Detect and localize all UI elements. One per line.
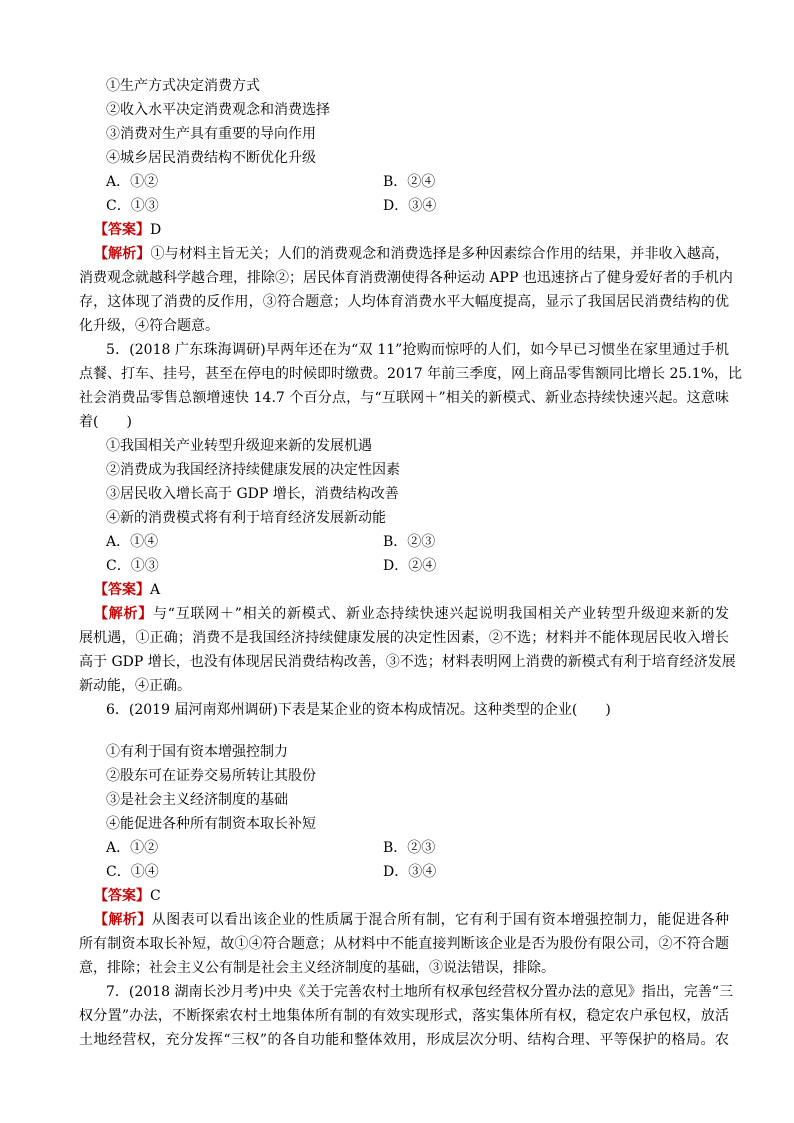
- q7-stem-line-1: 7．(2018 湖南长沙月考)中央《关于完善农村土地所有权承包经营权分置办法的意见》指出，完善“三: [106, 984, 734, 1000]
- q4-statement-3: ③消费对生产具有重要的导向作用: [106, 126, 316, 142]
- answer-tag: 【答案】: [94, 888, 150, 904]
- answer-value: D: [150, 222, 162, 238]
- answer-value: A: [150, 582, 161, 598]
- q7-stem-line-2: 权分置”办法，不断探索农村土地集体所有制的有效实现形式，落实集体所有权，稳定农户承包权，放活: [79, 1008, 729, 1024]
- q5-stem-line-2: 点餐、打车、挂号，甚至在停电的时候即时缴费。2017 年前三季度，网上商品零售额同比增长 25.1%，比: [79, 366, 743, 382]
- q6-analysis-line-1: 【解析】从图表可以看出该企业的性质属于混合所有制，它有利于国有资本增强控制力，能促进各种: [94, 912, 730, 928]
- analysis-tag: 【解析】: [94, 606, 154, 622]
- q5-statement-4: ④新的消费模式将有利于培育经济发展新动能: [106, 510, 386, 526]
- q4-analysis-line-3: 存，这体现了消费的反作用，③符合题意；人均体育消费水平大幅度提高，显示了我国居民消费结构的优: [79, 294, 729, 310]
- q4-analysis-line-1: 【解析】①与材料主旨无关；人们的消费观念和消费选择是多种因素综合作用的结果，并非收入越高，: [94, 246, 730, 262]
- q5-statement-1: ①我国相关产业转型升级迎来新的发展机遇: [106, 438, 372, 454]
- q4-statement-4: ④城乡居民消费结构不断优化升级: [106, 150, 316, 166]
- q6-analysis-line-2: 所有制资本取长补短，故①④符合题意；从材料中不能直接判断该企业是否为股份有限公司，②不符合题: [79, 936, 729, 952]
- q5-statement-2: ②消费成为我国经济持续健康发展的决定性因素: [106, 462, 400, 478]
- q6-statement-1: ①有利于国有资本增强控制力: [106, 744, 288, 760]
- analysis-tag: 【解析】: [94, 912, 152, 928]
- q6-statement-3: ③是社会主义经济制度的基础: [106, 792, 288, 808]
- q5-analysis-line-2: 展机遇，①正确；消费不是我国经济持续健康发展的决定性因素，②不选；材料并不能体现居民收入增长: [79, 630, 729, 646]
- q5-analysis-line-3: 高于 GDP 增长，也没有体现居民消费结构改善，③不选；材料表明网上消费的新模式有利于培育经济发展: [79, 654, 736, 670]
- q7-stem-line-3: 土地经营权，充分发挥“三权”的各自功能和整体效用，形成层次分明、结构合理、平等保护的格局。农: [79, 1032, 729, 1048]
- q5-option-b: B．②③: [383, 534, 436, 550]
- q5-stem-line-1: 5．(2018 广东珠海调研)早两年还在为“双 11”抢购而惊呼的人们，如今早已习惯坐在家里通过手机: [106, 342, 729, 358]
- q4-analysis-line-4: 化升级，④符合题意。: [79, 318, 219, 334]
- q5-analysis-line-1: 【解析】与“互联网＋”相关的新模式、新业态持续快速兴起说明我国相关产业转型升级迎来新的发: [94, 606, 730, 622]
- answer-tag: 【答案】: [94, 582, 150, 598]
- answer-value: C: [150, 888, 161, 904]
- q6-option-b: B．②③: [383, 840, 436, 856]
- q6-analysis-line-3: 意，排除；社会主义公有制是社会主义经济制度的基础，③说法错误，排除。: [79, 960, 555, 976]
- q5-option-a: A．①④: [106, 534, 159, 550]
- answer-tag: 【答案】: [94, 222, 150, 238]
- q5-stem-line-4: 着( ): [79, 414, 132, 430]
- q4-analysis-line-2: 消费观念就越科学越合理，排除②；居民体育消费潮使得各种运动 APP 也迅速挤占了健身爱好者的手机内: [79, 270, 733, 286]
- q5-answer: [94, 578, 160, 602]
- q6-option-d: D．③④: [383, 864, 437, 880]
- q4-answer: [94, 218, 161, 242]
- q5-option-d: D．②④: [383, 558, 437, 574]
- q6-option-c: C．①④: [106, 864, 159, 880]
- q4-option-c: C．①③: [106, 198, 159, 214]
- q5-statement-3: ③居民收入增长高于 GDP 增长，消费结构改善: [106, 486, 399, 502]
- q4-option-b: B．②④: [383, 174, 436, 190]
- q6-stem: 6．(2019 届河南郑州调研)下表是某企业的资本构成情况。这种类型的企业( ): [106, 702, 611, 718]
- q6-answer: [94, 884, 161, 908]
- q5-analysis-line-4: 新动能，④正确。: [79, 678, 191, 694]
- q4-statement-2: ②收入水平决定消费观念和消费选择: [106, 102, 330, 118]
- q4-statement-1: ①生产方式决定消费方式: [106, 78, 260, 94]
- q6-statement-4: ④能促进各种所有制资本取长补短: [106, 816, 316, 832]
- analysis-tag: 【解析】: [94, 246, 151, 262]
- q5-stem-line-3: 社会消费品零售总额增速快 14.7 个百分点，与“互联网＋”相关的新模式、新业态持续快速兴起。这意味: [79, 390, 729, 406]
- q6-option-a: A．①②: [106, 840, 159, 856]
- q5-option-c: C．①③: [106, 558, 159, 574]
- q6-statement-2: ②股东可在证券交易所转让其股份: [106, 768, 316, 784]
- q4-option-a: A．①②: [106, 174, 159, 190]
- q4-option-d: D．③④: [383, 198, 437, 214]
